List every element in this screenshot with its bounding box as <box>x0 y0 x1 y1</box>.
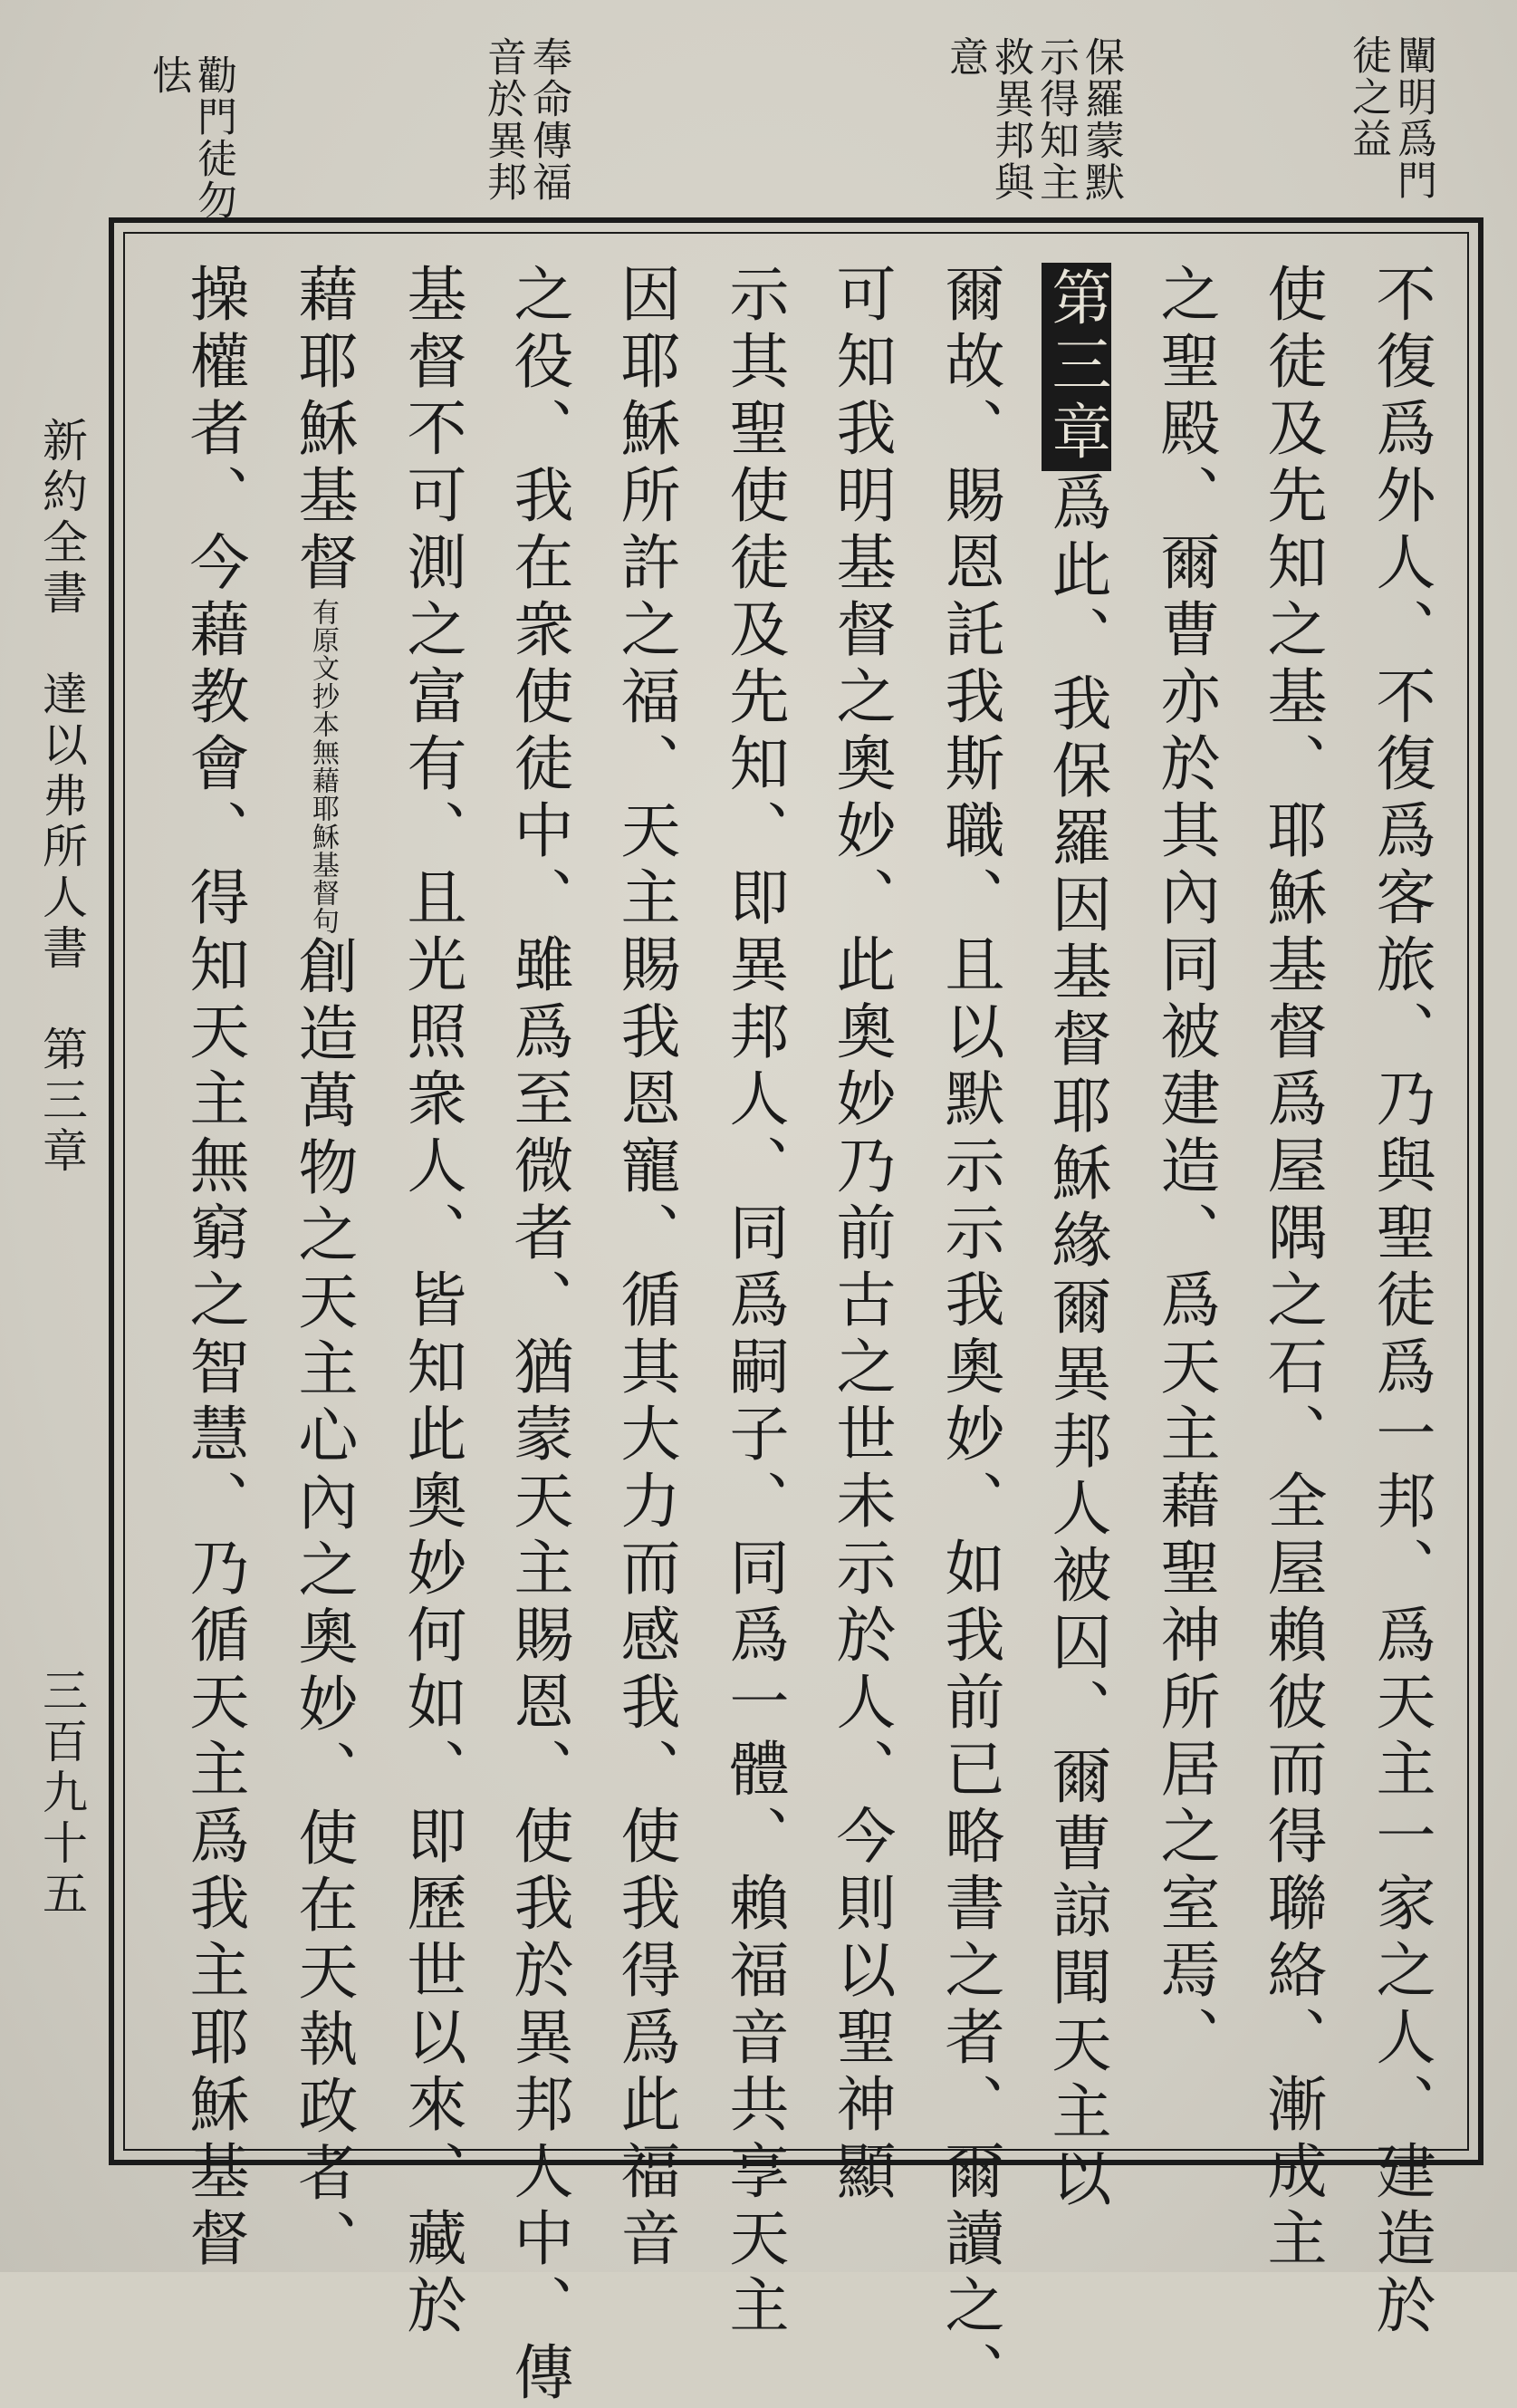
margin-note-line: 意 <box>942 36 988 78</box>
margin-note-line: 救異邦與 <box>987 36 1033 203</box>
margin-note-1 <box>1345 34 1435 201</box>
margin-note-line: 保羅蒙默 <box>1078 36 1124 203</box>
chapter-heading: 第三章 <box>1042 263 1111 471</box>
text-column-5 <box>936 263 1002 2408</box>
column-text: 操權者、今藉教會、得知天主無窮之智慧、乃循天主爲我主耶穌基督 <box>179 263 249 2274</box>
margin-note-3 <box>480 36 571 203</box>
margin-note-line: 闡明爲門 <box>1390 34 1436 201</box>
column-text: 創造萬物之天主心內之奧妙、使在天執政者、 <box>288 935 358 2276</box>
inline-note-line: 有原文抄本無 <box>307 598 339 766</box>
column-text: 之聖殿、爾曹亦於其內同被建造、爲天主藉聖神所居之室焉、 <box>1150 263 1220 2073</box>
margin-note-line: 音於異邦 <box>480 36 526 203</box>
text-column-6 <box>826 263 896 2207</box>
inline-note <box>307 598 338 935</box>
margin-note-line: 怯 <box>145 54 191 96</box>
margin-note-4 <box>145 54 235 221</box>
text-column-7 <box>719 263 789 2341</box>
text-column-10 <box>398 263 464 2341</box>
column-text: 藉耶穌基督 <box>288 263 358 598</box>
margin-note-line: 示得知主 <box>1032 36 1079 203</box>
text-column-9 <box>505 263 571 2408</box>
text-column-4 <box>1043 263 1109 2214</box>
column-text: 使徒及先知之基、耶穌基督爲屋隅之石、全屋賴彼而得聯絡、漸成主 <box>1257 263 1327 2274</box>
running-title: 新約全書 達以弗所人書 第三章 <box>35 417 88 1178</box>
margin-note-line: 勸門徒勿 <box>190 54 236 221</box>
column-text: 爾故、賜恩託我斯職、且以默示示我奧妙、如我前已略書之者、爾讀之、 <box>935 263 1004 2408</box>
text-column-11 <box>288 263 358 2276</box>
column-text: 爲此、我保羅因基督耶穌緣爾異邦人被囚、爾曹諒聞天主以 <box>1042 471 1111 2214</box>
column-text: 不復爲外人、不復爲客旅、乃與聖徒爲一邦、爲天主一家之人、建造於 <box>1366 263 1435 2341</box>
text-column-3 <box>1150 263 1220 2073</box>
margin-note-line: 徒之益 <box>1345 34 1391 159</box>
column-text: 之役、我在衆使徒中、雖爲至微者、猶蒙天主賜恩、使我於異邦人中、傳 <box>504 263 573 2408</box>
text-column-8 <box>610 263 680 2274</box>
column-text: 因耶穌所許之福、天主賜我恩寵、循其大力而感我、使我得爲此福音 <box>610 263 680 2274</box>
text-column-1 <box>1368 263 1433 2341</box>
page-number: 三百九十五 <box>35 1667 88 1921</box>
margin-note-line: 奉命傳福 <box>525 36 571 203</box>
margin-note-2 <box>942 36 1123 203</box>
column-text: 基督不可測之富有、且光照衆人、皆知此奧妙何如、即歷世以來、藏於 <box>397 263 466 2341</box>
inline-note-line: 藉耶穌基督句 <box>307 766 339 935</box>
column-text: 示其聖使徒及先知、即異邦人、同爲嗣子、同爲一體、賴福音共享天主 <box>719 263 789 2341</box>
column-text: 可知我明基督之奧妙、此奧妙乃前古之世未示於人、今則以聖神顯 <box>826 263 896 2207</box>
text-column-2 <box>1257 263 1327 2274</box>
text-column-12 <box>179 263 249 2274</box>
